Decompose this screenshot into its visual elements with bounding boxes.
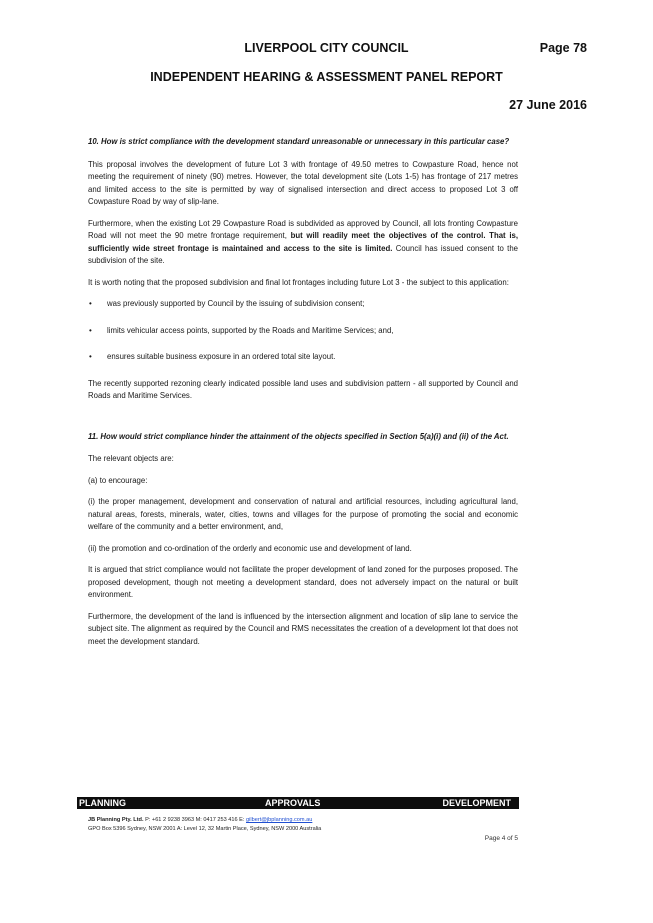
report-date: 27 June 2016: [509, 98, 587, 112]
document-body: [88, 136, 518, 657]
paragraph: (i) the proper management, development and conservation of natural and artificial resources, including agricultural land, natural areas, forests, minerals, water, cities, towns and villages for the purpose of promoting the social and economic welfare of the community and a better environment, and,: [88, 497, 518, 531]
list-item: [88, 351, 518, 364]
footer-page-count: Page 4 of 5: [484, 835, 518, 842]
bullet-icon: •: [89, 299, 92, 308]
council-name: LIVERPOOL CITY COUNCIL: [244, 41, 409, 55]
footer-contact: [88, 816, 312, 824]
bullet-icon: •: [89, 325, 92, 335]
paragraph: It is argued that strict compliance would not facilitate the proper development of land zoned for the purposes proposed. The proposed development, though not meeting a development standard, does not adversely impact on the natural or built environment.: [88, 565, 518, 599]
banner-approvals: APPROVALS: [265, 798, 321, 808]
paragraph: (a) to encourage:: [88, 475, 148, 485]
paragraph-text: Council has issued consent to the subdivision of the site.: [88, 243, 518, 265]
paragraph: (ii) the promotion and co-ordination of the orderly and economic use and development of land.: [88, 543, 412, 553]
banner-development: DEVELOPMENT: [442, 798, 511, 808]
question-10-heading: 10. How is strict compliance with the development standard unreasonable or unnecessary in this particular case?: [88, 137, 510, 146]
list-item-text: ensures suitable business exposure in an ordered total site layout.: [107, 352, 336, 361]
bullet-icon: •: [89, 352, 92, 361]
footer-address: GPO Box 5396 Sydney, NSW 2001 A: Level 12, 32 Martin Place, Sydney, NSW 2000 Australia: [88, 826, 322, 832]
company-name: JB Planning Pty. Ltd.: [88, 817, 144, 823]
list-item: [88, 325, 518, 338]
question-11-heading: 11. How would strict compliance hinder the attainment of the objects specified in Section 5(a)(i) and (ii) of the Act.: [88, 431, 509, 441]
paragraph: [88, 218, 518, 268]
page-number: Page 78: [539, 41, 587, 55]
banner-planning: PLANNING: [79, 798, 126, 808]
list-item-text: limits vehicular access points, supported by the Roads and Maritime Services; and,: [107, 325, 394, 335]
paragraph: This proposal involves the development of future Lot 3 with frontage of 49.50 metres to Cowpasture Road, hence not meeting the requirement of ninety (90) metres. However, the total development site (Lots 1-5) has frontage of 217 metres and limited access to the site is permitted by way of signalised intersection and direct access to proposed Lot 3 off Cowpasture Road by way of slip-lane.: [88, 159, 518, 206]
paragraph: The relevant objects are:: [88, 454, 174, 463]
emphasis-text: but will readily meet the objectives of the control. That is, sufficiently wide street frontage is maintained and access to the site is limited.: [88, 231, 518, 253]
email-link[interactable]: gilbert@jbplanning.com.au: [246, 817, 313, 823]
list-item-text: was previously supported by Council by the issuing of subdivision consent;: [107, 299, 365, 308]
contact-details: P: +61 2 9238 3963 M: 0417 253 416 E:: [143, 817, 247, 823]
footer-banner: [77, 797, 519, 809]
report-title: INDEPENDENT HEARING & ASSESSMENT PANEL REPORT: [150, 70, 503, 84]
paragraph-text: Furthermore, when the existing Lot 29 Cowpasture Road is subdivided as approved by Council, all lots fronting Cowpasture Road will not meet the 90 metre frontage requirement,: [88, 218, 518, 240]
paragraph: It is worth noting that the proposed subdivision and final lot frontages including future Lot 3 - the subject to this application:: [88, 277, 509, 287]
paragraph: Furthermore, the development of the land is influenced by the intersection alignment and location of slip lane to service the subject site. The alignment as required by the Council and RMS necessitates the creation of a development lot that does not meet the development standard.: [88, 611, 518, 646]
list-item: [88, 298, 518, 311]
bullet-list: [88, 298, 518, 364]
paragraph: The recently supported rezoning clearly indicated possible land uses and subdivision pattern - all supported by Council and Roads and Maritime Services.: [88, 378, 518, 400]
